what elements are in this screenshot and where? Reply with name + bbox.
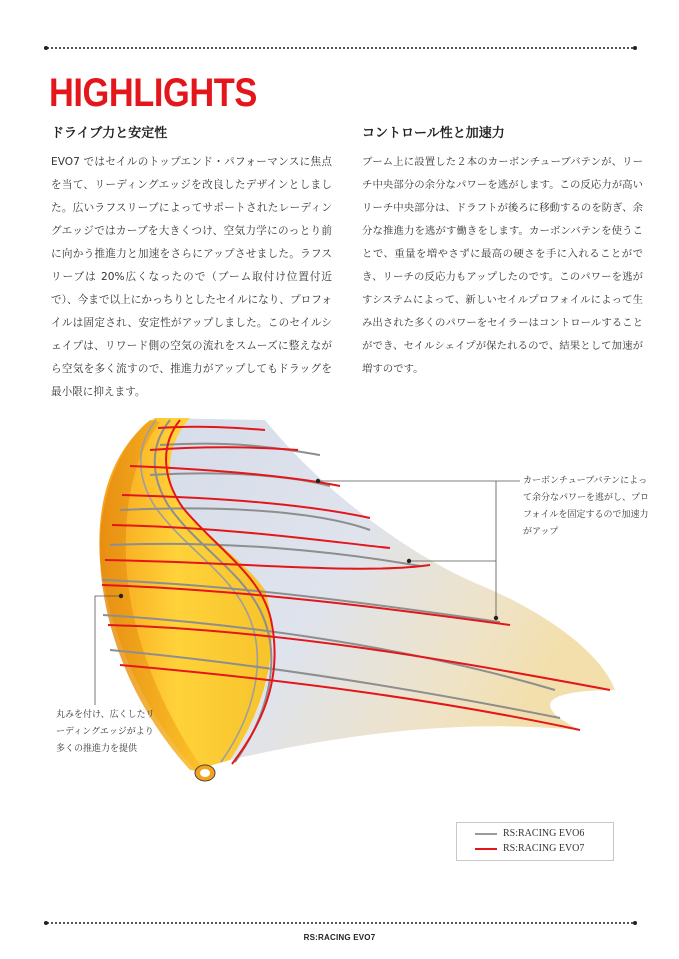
legend-item-evo7 (471, 842, 611, 856)
legend (456, 822, 614, 861)
legend-item-evo6 (471, 827, 611, 841)
callout-carbon-battens: カーボンチューブバテンによって余分なパワーを逃がし、プロフォイルを固定するので加速力がアップ (523, 476, 650, 537)
legend-swatch-evo6 (475, 833, 497, 835)
bottom-rule-dot-right (633, 921, 637, 925)
top-dotted-rule (44, 47, 636, 49)
top-rule-dot-right (633, 46, 637, 50)
callout-leading-edge: 丸みを付け、広くしたリーディングエッジがより多くの推進力を提供 (56, 710, 155, 754)
legend-label-evo7: RS:RACING EVO7 (503, 843, 585, 854)
page-title: HIGHLIGHTS (49, 71, 257, 115)
section-body-drive: EVO7 ではセイルのトップエンド・パフォーマンスに焦点を当て、リーディングエッジを改良したデザインとしました。広いラフスリーブによってサポートされたレーディングエッジではカーブを大きくつけ、空気力学にのっとり前に向かう推進力と加速をさらにアップさせました。ラフスリーブは 20%広くなったので（ブーム取付け位置付近で）、今まで以上にかっちりとしたセイルになり、プロフォイルは固定され、安定性がアップしました。このセイルシェイプは、リワード側の空気の流れをスムーズに整えながら空気を多く流すので、推進力がアップしてもドラッグを最小限に抑えます。 (51, 156, 332, 398)
bottom-rule-dot-left (44, 921, 48, 925)
section-heading-control: コントロール性と加速力 (362, 126, 505, 141)
section-heading-drive: ドライブ力と安定性 (51, 126, 168, 141)
legend-swatch-evo7 (475, 848, 497, 850)
page-footer: RS:RACING EVO7 (303, 933, 376, 942)
section-body-control: ブーム上に設置した２本のカーボンチューブバテンが、リーチ中央部分の余分なパワーを逃がします。この反応力が高いリーチ中央部分は、ドラフトが後ろに移動するのを防ぎ、余分な推進力を逃がす働きをします。カーボンバテンを使うことで、重量を増やさずに最高の硬さを手に入れることができ、リーチの反応力もアップしたのです。このパワーを逃がすシステムによって、新しいセイルプロフォイルによって生み出された多くのパワーをセイラーはコントロールすることができ、セイルシェイプが保たれるので、結果として加速が増すのです。 (362, 156, 643, 375)
bottom-dotted-rule (44, 922, 636, 924)
top-rule-dot-left (44, 46, 48, 50)
legend-label-evo6: RS:RACING EVO6 (503, 828, 585, 839)
